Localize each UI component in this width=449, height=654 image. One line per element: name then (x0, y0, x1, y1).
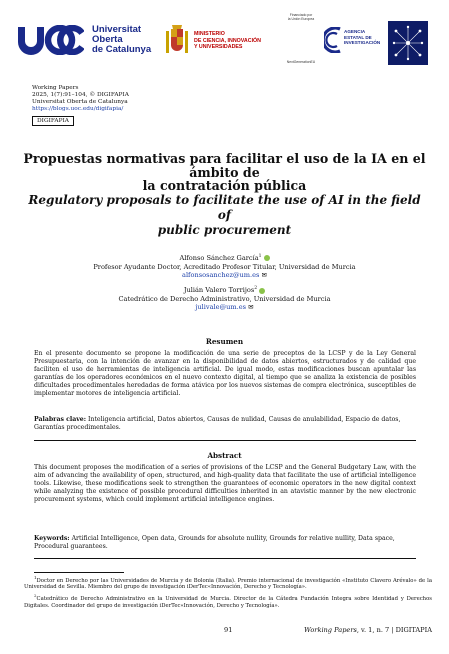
abstract-body: This document proposes the modification of a series of provisions of the LCSP and the General Budgetary Law, with the aim of advancing the availability of open, structured, and high-quality data that facilitate the use of artificial intelligence tools. Likewise, these modifications seek to strengthen the guarantees of economic operators in the new digital context while analyzing the existence of possible procedural difficulties inherited in an atavistic manner by the new electronic procurement systems, which could implement artificial intelligence engines. (34, 464, 416, 503)
title-english (28, 193, 421, 238)
uoc-wordmark (92, 25, 151, 55)
abstract-heading: Abstract (207, 451, 242, 460)
ministerio-line: DE CIENCIA, INNOVACIÓN (194, 37, 261, 44)
author-name: Julián Valero Torrijos (183, 286, 255, 295)
ministerio-logo (166, 19, 274, 65)
journal-url-link[interactable]: https://blogs.uoc.edu/digifapia/ (32, 106, 124, 112)
author-email-link[interactable]: alfonsosanchez@um.es (182, 271, 260, 279)
footnote-marker: 2 (254, 286, 258, 292)
title-english-line: public procurement (157, 223, 292, 237)
envelope-icon: ✉ (248, 303, 254, 312)
author-affiliation: Profesor Ayudante Doctor, Acreditado Profesor Titular, Universidad de Murcia (93, 262, 356, 271)
footnote-rule (34, 572, 124, 573)
keywords-label: Keywords: (34, 535, 70, 542)
publication-meta (32, 85, 129, 126)
institution-name: Universitat Oberta de Catalunya (32, 99, 128, 105)
footnote-text: Doctor en Derecho por las Universidades de Murcia y de Bolonia (Italia). Premio internacional de investigación «Instituto Clavero Arévalo» de la Universidad de Sevilla. Miembro del grupo de investigación iDerTec«Innovación, Derecho y Tecnología». (24, 577, 432, 591)
eu-caption-line: Financiado por (289, 13, 313, 17)
agencia-line: INVESTIGACIÓN (344, 40, 381, 46)
section-divider (34, 440, 416, 441)
uoc-line: Universitat (92, 24, 142, 35)
eu-funding-caption (278, 13, 324, 21)
author-email-link[interactable]: julivale@um.es (195, 303, 247, 312)
author-entry (20, 285, 429, 311)
uoc-line: Oberta (92, 34, 123, 45)
page-number: 91 (224, 626, 233, 634)
eu-caption-line: la Unión Europea (287, 17, 315, 21)
orcid-icon[interactable] (259, 288, 265, 294)
title-spanish-line: la contratación pública (142, 178, 307, 193)
series-name: Working Papers (32, 85, 79, 91)
title-spanish (20, 152, 429, 193)
logo-band (16, 13, 436, 73)
footnote-text: Catedrático de Derecho Administrativo en la Universidad de Murcia. Director de la Cátedra Fundación Integra sobre Identidad y Derechos Digitales. Coordinador del grupo de investigación iDerTec«Innovación, Derecho y Tecnología». (24, 595, 432, 609)
keywords-label: Palabras clave: (34, 416, 87, 423)
eu-funding-caption-bottom (278, 60, 324, 64)
keywords-text: Artificial Intelligence, Open data, Grounds for absolute nullity, Grounds for relative nullity, Data space, Procedural guarantees. (34, 535, 395, 550)
author-affiliation: Catedrático de Derecho Administrativo, Universidad de Murcia (118, 295, 331, 303)
footnote-marker: 1 (34, 575, 37, 580)
author-list (20, 253, 429, 318)
keywords (34, 535, 416, 551)
uoc-mark-icon (16, 25, 84, 55)
footnotes (24, 575, 432, 611)
journal-issue: , v. 1, n. 7 | DIGITAPIA (356, 626, 432, 634)
footnote (24, 593, 432, 609)
agencia-line: AGENCIA (344, 29, 366, 34)
citation-line: 2025, 1(7):91–104, © DIGIFAPIA (32, 92, 129, 98)
author-entry (20, 253, 429, 279)
eu-funding-logo (278, 13, 324, 71)
uoc-line: de Catalunya (92, 44, 152, 55)
uoc-logo (16, 17, 161, 71)
agencia-logo (324, 25, 388, 65)
agencia-line: ESTATAL DE (344, 34, 372, 40)
footnote-marker: 2 (34, 593, 37, 599)
resumen-heading: Resumen (205, 337, 244, 346)
eu-caption-line: NextGenerationEU (286, 60, 316, 64)
footnote-marker: 1 (258, 254, 262, 259)
section-divider (34, 558, 416, 559)
orcid-icon[interactable] (264, 255, 270, 261)
title-english-line: Regulatory proposals to facilitate the use of AI in the field of (28, 193, 421, 222)
ministerio-text (194, 31, 261, 51)
journal-reference (304, 626, 432, 634)
agencia-mark-icon (324, 27, 342, 53)
spain-coat-of-arms-icon (166, 25, 188, 57)
palabras-clave (34, 416, 416, 432)
footnote (24, 575, 432, 591)
ministerio-line: MINISTERIO (194, 31, 225, 37)
resumen-body: En el presente documento se propone la modificación de una serie de preceptos de la LCSP y de la Ley General Presupuestaria, con la intención de avanzar en la disponibilidad de datos abiertos, estructurados y de calidad que faciliten el uso de herramientas de inteligencia artificial. De igual modo, estas modificaciones buscan apuntalar las garantías de los operadores económicos en el nuevo contexto digital, al tiempo que se analiza la existencia de posibles dificultades procedimentales heredadas de forma atávica por los nuevos sistemas de compra electrónica, susceptibles de implementar motores de inteligencia artificial. (34, 350, 416, 397)
journal-name: Working Papers (304, 626, 357, 634)
agencia-text (344, 29, 380, 46)
author-name: Alfonso Sánchez García (179, 254, 259, 263)
ai-network-logo-icon (388, 21, 428, 65)
keywords-text: Inteligencia artificial, Datos abiertos, Causas de nulidad, Causas de anulabilidad, Espacio de datos, Garantías procedimentales. (34, 416, 401, 431)
ministerio-line: Y UNIVERSIDADES (194, 44, 243, 51)
envelope-icon: ✉ (261, 271, 267, 279)
title-spanish-line: Propuestas normativas para facilitar el uso de la IA en el ámbito de (23, 151, 426, 180)
journal-badge: DIGIFAPIA (32, 116, 74, 126)
